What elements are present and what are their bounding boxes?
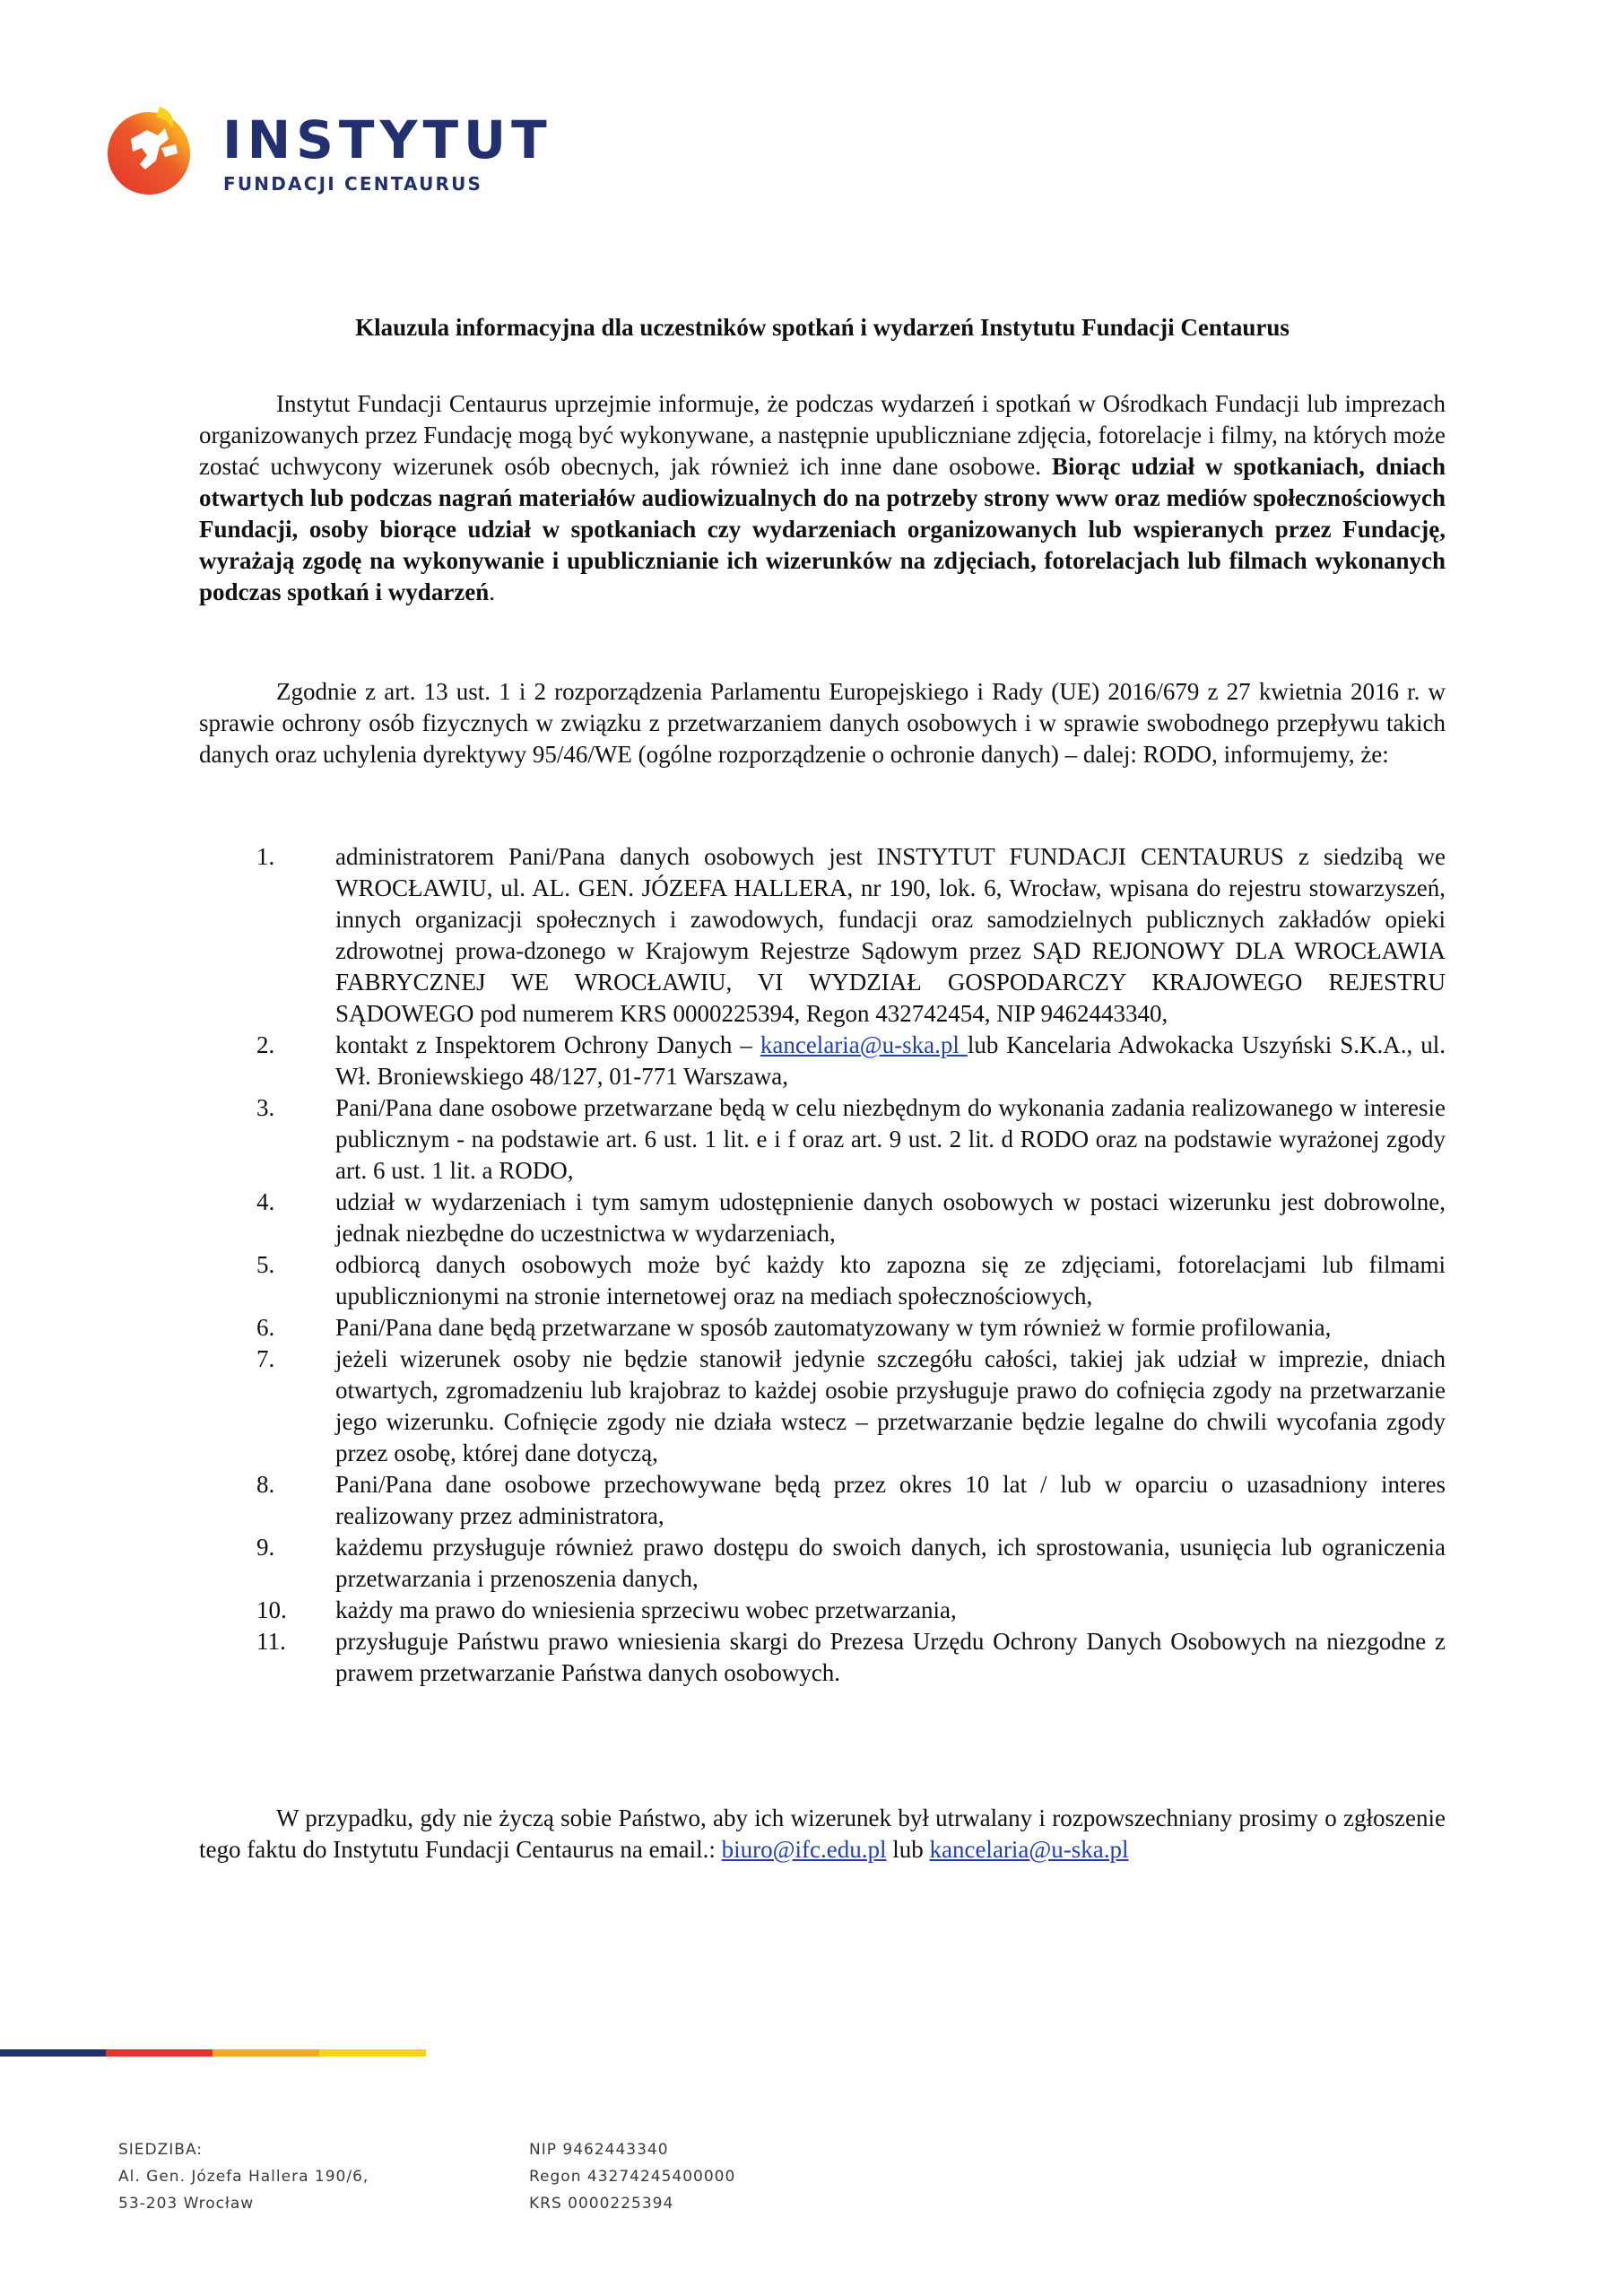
clause-text: Pani/Pana dane osobowe przetwarzane będą w celu niezbędnym do wykonania zadania realizowanego w interesie publicznym - na podstawie art. 6 ust. 1 lit. e i f oraz art. 9 ust. 2 lit. d RODO oraz na podstawie wyrażonej zgody art. 6 ust. 1 lit. a RODO, xyxy=(335,1094,1446,1184)
clause-number: 7. xyxy=(256,1345,275,1372)
closing-paragraph xyxy=(199,1803,1446,1866)
clauses-section xyxy=(199,841,1446,1689)
clause-item xyxy=(199,1187,1446,1249)
footer-color-bar xyxy=(0,2049,426,2057)
clause-text: przysługuje Państwu prawo wniesienia skargi do Prezesa Urzędu Ochrony Danych Osobowych na niezgodne z prawem przetwarzanie Państwa danych osobowych. xyxy=(335,1628,1446,1686)
footer-bar-yellow xyxy=(319,2049,426,2057)
clause-item xyxy=(199,1030,1446,1092)
clause-item xyxy=(199,1595,1446,1626)
dpo-email-link[interactable]: kancelaria@u-ska.pl xyxy=(760,1031,968,1058)
clause-item xyxy=(199,841,1446,1030)
clause-text: jeżeli wizerunek osoby nie będzie stanowił jedynie szczegółu całości, takiej jak udział w imprezie, dniach otwartych, zgromadzeniu lub krajobraz to każdej osobie przysługuje prawo do cofnięcia zgody na przetwarzanie jego wizerunku. Cofnięcie zgody nie działa wstecz – przetwarzanie będzie legalne do chwili wycofania zgody przez osobę, której dane dotyczą, xyxy=(335,1345,1446,1466)
clause-text: Pani/Pana dane osobowe przechowywane będą przez okres 10 lat / lub w oparciu o uzasadniony interes realizowany przez administratora, xyxy=(335,1471,1446,1529)
clause-item xyxy=(199,1249,1446,1312)
intro-end: . xyxy=(489,578,496,605)
clause-number: 3. xyxy=(256,1094,275,1121)
clauses-list xyxy=(199,841,1446,1689)
closing-text: W przypadku, gdy nie życzą sobie Państwo, aby ich wizerunek był utrwalany i rozpowszechniany prosimy o zgłoszenie tego faktu do Instytutu Fundacji Centaurus na email.: xyxy=(199,1805,1446,1863)
clause-text: każdy ma prawo do wniesienia sprzeciwu wobec przetwarzania, xyxy=(335,1596,957,1623)
clause-number: 1. xyxy=(256,843,275,870)
clause-number: 9. xyxy=(256,1534,275,1561)
clause-number: 10. xyxy=(256,1596,287,1623)
clause-number: 2. xyxy=(256,1031,275,1058)
intro-bold-text: Biorąc udział w spotkaniach, dniach otwartych lub podczas nagrań materiałów audiowizualnych do na potrzeby strony www oraz mediów społecznościowych Fundacji, osoby biorące udział w spotkaniach czy wydarzeniach organizowanych lub wspieranych przez Fundację, wyrażają zgodę na wykonywanie i upublicznianie ich wizerunków na zdjęciach, fotorelacjach lub filmach wykonanych podczas spotkań i wydarzeń xyxy=(199,453,1446,605)
office-email-link[interactable]: biuro@ifc.edu.pl xyxy=(721,1836,887,1863)
clause-text: każdemu przysługuje również prawo dostępu do swoich danych, ich sprostowania, usunięcia lub ograniczenia przetwarzania i przenoszenia danych, xyxy=(335,1534,1446,1592)
clause-text: administratorem Pani/Pana danych osobowych jest INSTYTUT FUNDACJI CENTAURUS z siedzibą we WROCŁAWIU, ul. AL. GEN. JÓZEFA HALLERA, nr 190, lok. 6, Wrocław, wpisana do rejestru stowarzyszeń, innych organizacji społecznych i zawodowych, fundacji oraz samodzielnych publicznych zakładów opieki zdrowotnej prowa-dzonego w Krajowym Rejestrze Sądowym przez SĄD REJONOWY DLA WROCŁAWIA FABRYCZNEJ WE WROCŁAWIU, VI WYDZIAŁ GOSPODARCZY KRAJOWEGO REJESTRU SĄDOWEGO pod numerem KRS 0000225394, Regon 432742454, NIP 9462443340, xyxy=(335,843,1446,1027)
clause-item xyxy=(199,1626,1446,1689)
clause-number: 5. xyxy=(256,1251,275,1278)
footer-city: 53-203 Wrocław xyxy=(118,2195,255,2213)
clause-number: 11. xyxy=(256,1628,286,1655)
clause-item xyxy=(199,1092,1446,1187)
clause-number: 4. xyxy=(256,1188,275,1215)
footer-bar-navy xyxy=(0,2049,106,2057)
clause-text-cont: lub Kancelaria Adwokacka Uszyński S.K.A., ul. Wł. Broniewskiego 48/127, 01-771 Warszawa, xyxy=(335,1031,1446,1090)
document-title: Klauzula informacyjna dla uczestników spotkań i wydarzeń Instytutu Fundacji Centaurus xyxy=(355,314,1290,341)
footer-nip: NIP 9462443340 xyxy=(529,2141,669,2159)
footer-regon: Regon 43274245400000 xyxy=(529,2168,736,2186)
clause-text: kontakt z Inspektorem Ochrony Danych – xyxy=(335,1031,760,1058)
logo-wordmark: INSTYTUT xyxy=(222,109,552,170)
clause-item xyxy=(199,1312,1446,1344)
footer-registry xyxy=(529,2136,735,2217)
clause-text: Pani/Pana dane będą przetwarzane w sposób zautomatyzowany w tym również w formie profilowania, xyxy=(335,1314,1332,1341)
footer-address xyxy=(118,2136,369,2217)
logo-subtitle: FUNDACJI CENTAURUS xyxy=(223,173,483,195)
clause-text: udział w wydarzeniach i tym samym udostępnienie danych osobowych w postaci wizerunku jest dobrowolne, jednak niezbędne do uczestnictwa w wydarzeniach, xyxy=(335,1188,1446,1247)
legal-basis-paragraph xyxy=(199,676,1446,770)
footer-street: Al. Gen. Józefa Hallera 190/6, xyxy=(118,2168,369,2186)
intro-paragraph xyxy=(199,388,1446,608)
clause-number: 8. xyxy=(256,1471,275,1498)
footer-bar-red xyxy=(106,2049,213,2057)
legal-basis-text: Zgodnie z art. 13 ust. 1 i 2 rozporządzenia Parlamentu Europejskiego i Rady (UE) 2016/679 z 27 kwietnia 2016 r. w sprawie ochrony osób fizycznych w związku z przetwarzaniem danych osobowych i w sprawie swobodnego przepływu takich danych oraz uchylenia dyrektywy 95/46/WE (ogólne rozporządzenie o ochronie danych) – dalej: RODO, informujemy, że: xyxy=(199,678,1446,768)
clause-item xyxy=(199,1469,1446,1532)
clause-item xyxy=(199,1344,1446,1469)
intro-text: Instytut Fundacji Centaurus uprzejmie informuje, że podczas wydarzeń i spotkań w Ośrodkach Fundacji lub imprezach organizowanych przez Fundację mogą być wykonywane, a następnie upubliczniane zdjęcia, fotorelacje i filmy, na których może zostać uchwycony wizerunek osób obecnych, jak również ich inne dane osobowe. xyxy=(199,390,1446,480)
clause-text: odbiorcą danych osobowych może być każdy kto zapozna się ze zdjęciami, fotorelacjami lub filmami upublicznionymi na stronie internetowej oraz na mediach społecznościowych, xyxy=(335,1251,1446,1309)
institute-logo xyxy=(106,103,552,202)
clause-item xyxy=(199,1532,1446,1595)
footer-seat-label: SIEDZIBA: xyxy=(118,2141,204,2159)
footer-bar-orange xyxy=(213,2049,319,2057)
centaurus-emblem-icon xyxy=(106,103,195,198)
footer-krs: KRS 0000225394 xyxy=(529,2195,674,2213)
closing-or: lub xyxy=(886,1836,930,1863)
law-firm-email-link[interactable]: kancelaria@u-ska.pl xyxy=(929,1836,1129,1863)
clause-number: 6. xyxy=(256,1314,275,1341)
